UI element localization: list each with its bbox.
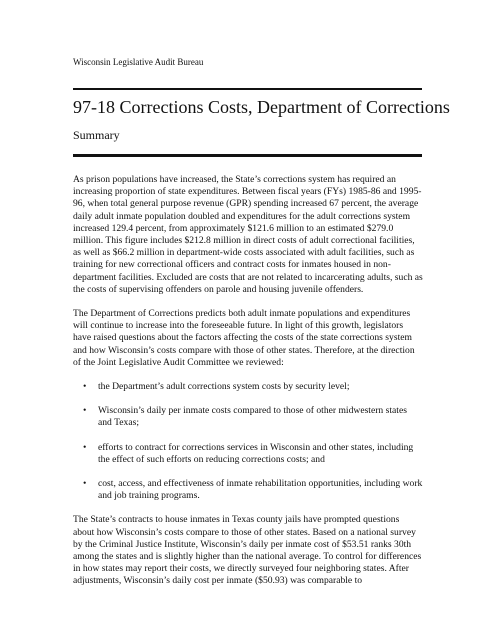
- review-list: [73, 381, 423, 502]
- list-item-text: cost, access, and effectiveness of inmate rehabilitation opportunities, including work and job training programs.: [98, 478, 423, 502]
- list-item-text: Wisconsin’s daily per inmate costs compared to those of other midwestern states and Texas;: [98, 405, 407, 429]
- bullet-icon: •: [83, 381, 87, 393]
- paragraph-intro: As prison populations have increased, the State’s corrections system has required an increasing proportion of state expenditures. Between fiscal years (FYs) 1985-86 and 1995-96, when total general purpose revenue (GPR) spending increased 67 percent, the average daily adult inmate population doubled and expenditures for the adult corrections system increased 129.4 percent, from approximately $121.6 million to an estimated $279.0 million. This figure includes $212.8 million in direct costs of adult correctional facilities, as well as $66.2 million in department-wide costs associated with adult facilities, such as training for new correctional officers and contract costs for inmates housed in non-department facilities. Excluded are costs that are not related to incarcerating adults, such as the costs of supervising offenders on parole and housing juvenile offenders.: [73, 174, 423, 295]
- bullet-icon: •: [83, 478, 87, 490]
- agency-header: Wisconsin Legislative Audit Bureau: [73, 57, 204, 67]
- report-body: [73, 174, 423, 600]
- paragraph-comparison: The State’s contracts to house inmates in Texas county jails have prompted questions about how Wisconsin’s costs compare to those of other states. Based on a national survey by the Criminal Justice Institute, Wisconsin’s daily per inmate cost of $53.51 ranks 30th among the states and is slightly higher than the national average. To control for differences in how states may report their costs, we directly surveyed four neighboring states. After adjustments, Wisconsin’s daily cost per inmate ($50.93) was comparable to: [73, 514, 422, 587]
- document-page: [73, 0, 450, 639]
- report-title: 97-18 Corrections Costs, Department of Corrections: [73, 97, 450, 117]
- list-item: [73, 405, 423, 429]
- list-item: [73, 478, 423, 502]
- bottom-divider: [73, 154, 422, 157]
- section-subtitle: Summary: [73, 128, 120, 142]
- bullet-icon: •: [83, 405, 87, 417]
- list-item-text: efforts to contract for corrections services in Wisconsin and other states, including the effect of such efforts on reducing corrections costs; and: [98, 441, 414, 465]
- bullet-icon: •: [83, 441, 87, 453]
- list-item: [73, 442, 423, 466]
- paragraph-review: The Department of Corrections predicts both adult inmate populations and expenditures will continue to increase into the foreseeable future. In light of this growth, legislators have raised questions about the factors affecting the costs of the state corrections system and how Wisconsin’s costs compare with those of other states. Therefore, at the direction of the Joint Legislative Audit Committee we reviewed:: [73, 308, 415, 368]
- list-item: [73, 381, 423, 393]
- list-item-text: the Department’s adult corrections system costs by security level;: [98, 381, 350, 393]
- top-divider: [73, 88, 422, 90]
